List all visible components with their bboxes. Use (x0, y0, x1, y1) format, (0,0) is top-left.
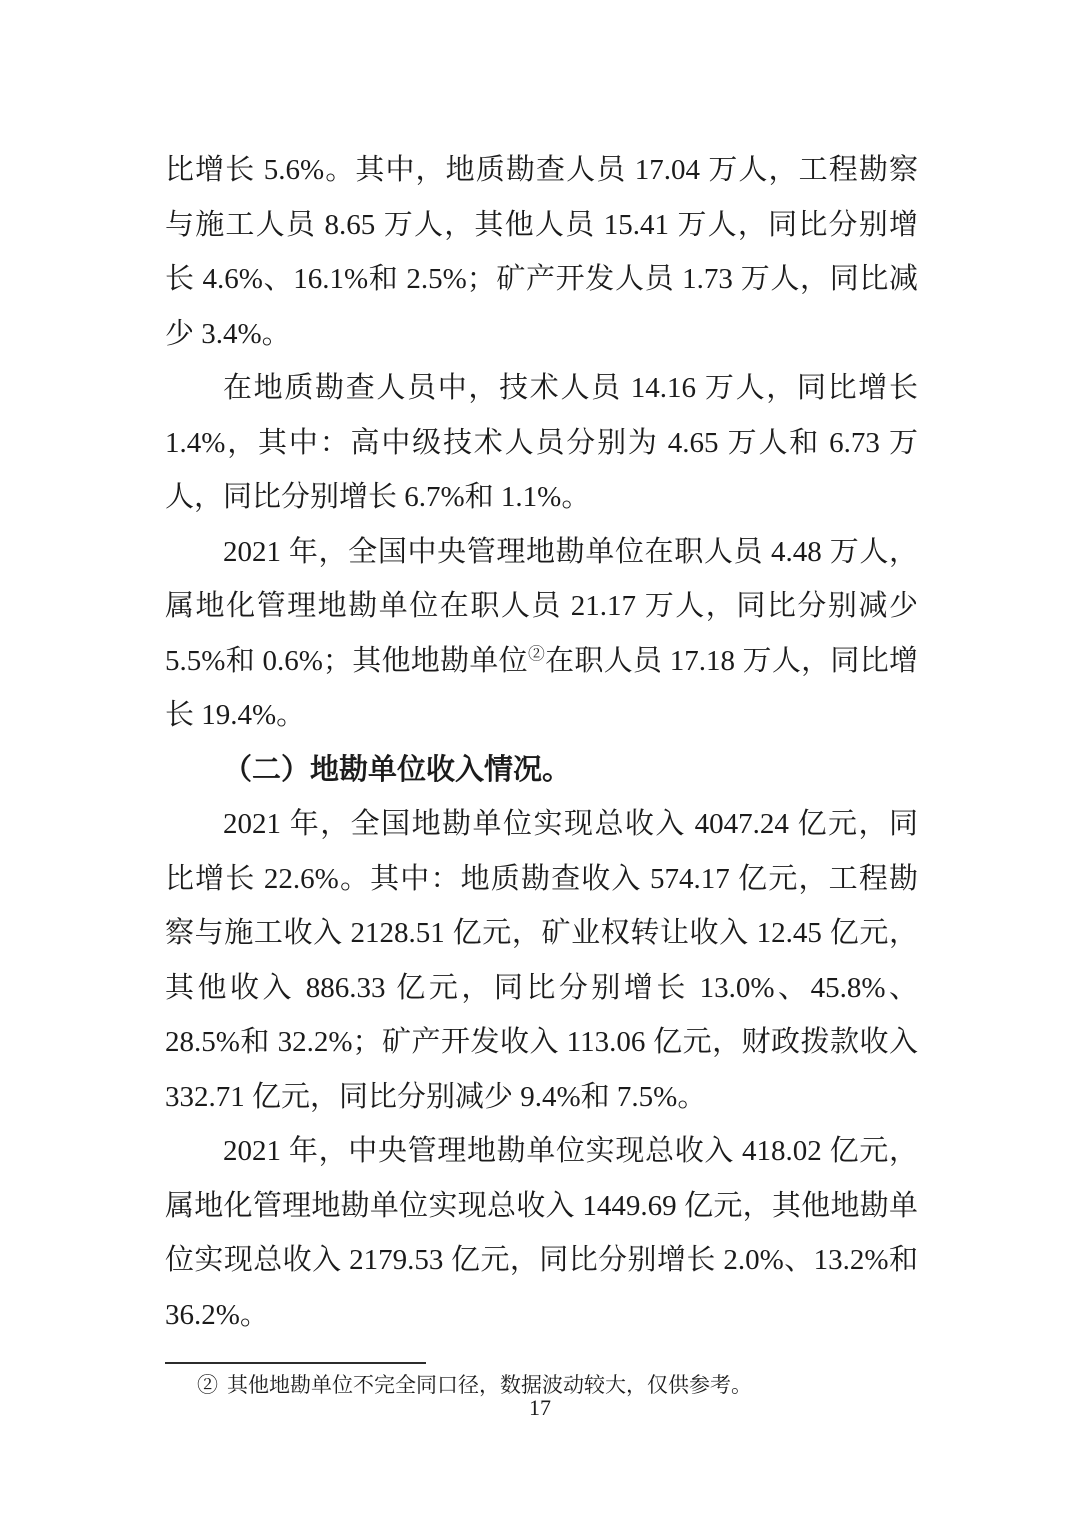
paragraph-personnel-growth: 比增长 5.6%。其中，地质勘查人员 17.04 万人，工程勘察与施工人员 8.65 万人，其他人员 15.41 万人，同比分别增长 4.6%、16.1%和 2.5%；矿产开发人员 1.73 万人，同比减少 3.4%。 (165, 154, 918, 350)
footnote-reference-2: ② (527, 643, 546, 663)
footnote-text: 其他地勘单位不完全同口径，数据波动较大，仅供参考。 (227, 1373, 752, 1397)
paragraph-unit-staff-text-after: 在职人员 17.18 万人，同比增长 19.4%。 (165, 644, 918, 731)
paragraph-unit-staff-2021 (165, 525, 918, 743)
paragraph-survey-technical-personnel: 在地质勘查人员中，技术人员 14.16 万人，同比增长 1.4%，其中：高中级技术人员分别为 4.65 万人和 6.73 万人，同比分别增长 6.7%和 1.1%。 (165, 372, 918, 513)
footnote-separator-line (165, 1362, 426, 1364)
body-text-block (165, 143, 918, 1342)
section-heading-income-situation: （二）地勘单位收入情况。 (223, 753, 572, 786)
paragraph-unit-staff-text-before: 2021 年，全国中央管理地勘单位在职人员 4.48 万人，属地化管理地勘单位在职人员 21.17 万人，同比分别减少 5.5%和 0.6%；其他地勘单位 (165, 535, 918, 677)
paragraph-income-by-unit-type: 2021 年，中央管理地勘单位实现总收入 418.02 亿元，属地化管理地勘单位实现总收入 1449.69 亿元，其他地勘单位实现总收入 2179.53 亿元，同比分别增长 2.0%、13.2%和 36.2%。 (165, 1135, 918, 1331)
paragraph-total-income-2021: 2021 年，全国地勘单位实现总收入 4047.24 亿元，同比增长 22.6%。其中：地质勘查收入 574.17 亿元，工程勘察与施工收入 2128.51 亿元，矿业权转让收入 12.45 亿元，其他收入 886.33 亿元，同比分别增长 13.0%、45.8%、28.5%和 32.2%；矿产开发收入 113.06 亿元，财政拨款收入 332.71 亿元，同比分别减少 9.4%和 7.5%。 (165, 808, 918, 1113)
page-number: 17 (529, 1395, 551, 1420)
footnote-marker: ② (197, 1373, 218, 1397)
